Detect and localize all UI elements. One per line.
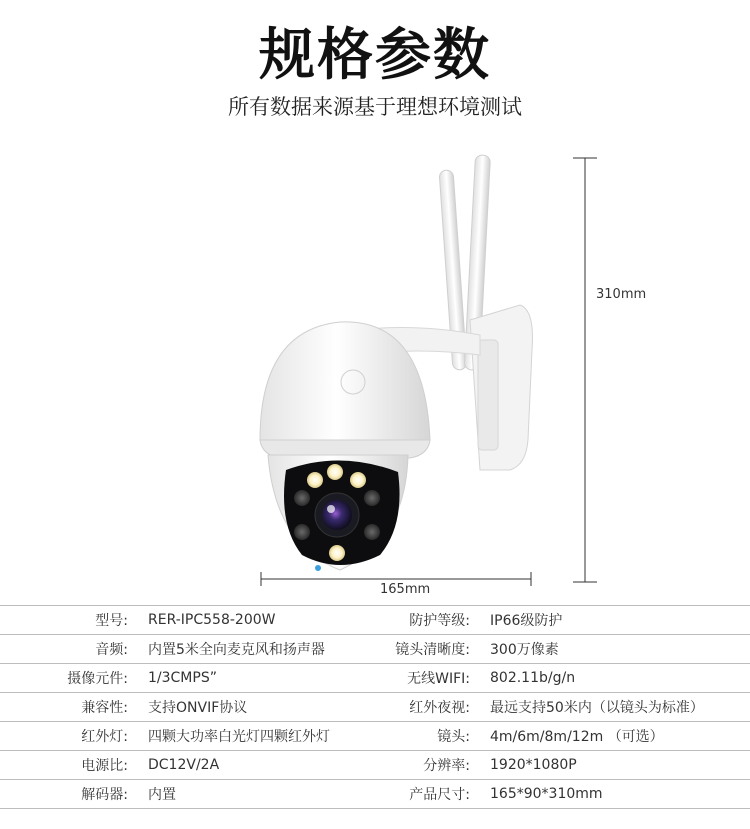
table-row bbox=[0, 693, 750, 722]
table-row bbox=[0, 635, 750, 664]
spec-value: 内置 bbox=[148, 780, 360, 809]
table-row bbox=[0, 606, 750, 635]
table-row bbox=[0, 751, 750, 780]
spec-value: 4m/6m/8m/12m （可选） bbox=[490, 722, 750, 751]
spec-value: RER-IPC558-200W bbox=[148, 606, 360, 635]
spec-label: 型号: bbox=[0, 606, 148, 635]
spec-value: 最远支持50米内（以镜头为标准） bbox=[490, 693, 750, 722]
page-title: 规格参数 bbox=[259, 23, 491, 88]
spec-label: 兼容性: bbox=[0, 693, 148, 722]
spec-label: 红外灯: bbox=[0, 722, 148, 751]
spec-label: 产品尺寸: bbox=[360, 780, 490, 809]
spec-label: 无线WIFI: bbox=[360, 664, 490, 693]
width-dimension-label: 165mm bbox=[380, 582, 431, 597]
spec-label: 防护等级: bbox=[360, 606, 490, 635]
page-subtitle: 所有数据来源基于理想环境测试 bbox=[228, 95, 522, 119]
spec-label: 镜头: bbox=[360, 722, 490, 751]
table-row bbox=[0, 722, 750, 751]
spec-value: 300万像素 bbox=[490, 635, 750, 664]
spec-label: 红外夜视: bbox=[360, 693, 490, 722]
spec-value: 802.11b/g/n bbox=[490, 664, 750, 693]
spec-label: 音频: bbox=[0, 635, 148, 664]
spec-table bbox=[0, 605, 750, 809]
spec-value: IP66级防护 bbox=[490, 606, 750, 635]
spec-label: 电源比: bbox=[0, 751, 148, 780]
table-row bbox=[0, 780, 750, 809]
spec-value: 165*90*310mm bbox=[490, 780, 750, 809]
spec-label: 解码器: bbox=[0, 780, 148, 809]
spec-value: 支持ONVIF协议 bbox=[148, 693, 360, 722]
spec-value: 1/3CMPS” bbox=[148, 664, 360, 693]
table-row bbox=[0, 664, 750, 693]
spec-label: 摄像元件: bbox=[0, 664, 148, 693]
height-dimension-label: 310mm bbox=[596, 287, 647, 302]
spec-value: DC12V/2A bbox=[148, 751, 360, 780]
spec-label: 镜头清晰度: bbox=[360, 635, 490, 664]
spec-label: 分辨率: bbox=[360, 751, 490, 780]
spec-value: 1920*1080P bbox=[490, 751, 750, 780]
spec-value: 内置5米全向麦克风和扬声器 bbox=[148, 635, 360, 664]
spec-value: 四颗大功率白光灯四颗红外灯 bbox=[148, 722, 360, 751]
